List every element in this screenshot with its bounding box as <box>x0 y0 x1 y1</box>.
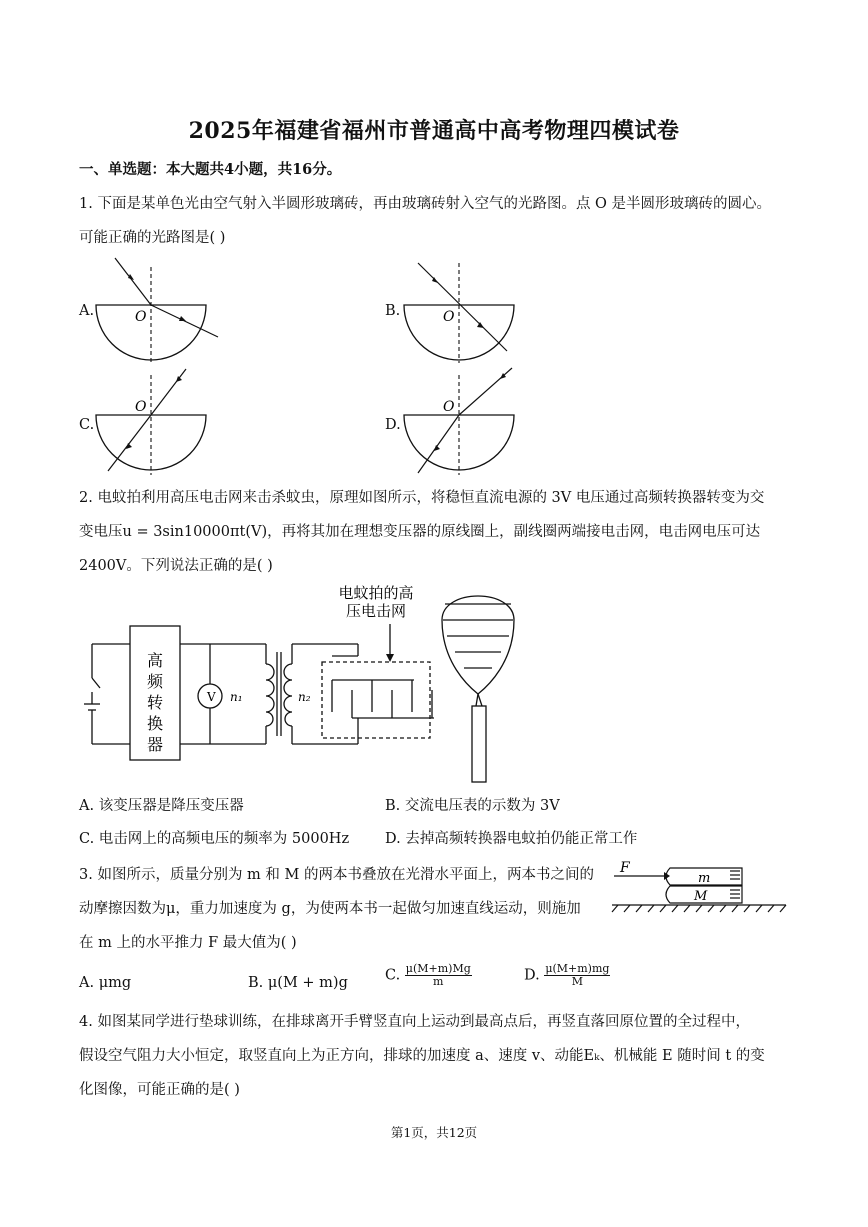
q1-diagram-b <box>400 255 540 365</box>
figure-caption-2: 压电击网 <box>345 602 407 620</box>
q1-option-b-label: B. <box>385 303 401 319</box>
grid-box <box>322 662 430 738</box>
racket-head <box>442 596 514 694</box>
center-label-o: O <box>443 399 455 415</box>
voltmeter-label: V <box>207 690 216 704</box>
book-M-label: M <box>694 889 708 904</box>
fraction-denominator: M <box>571 975 584 988</box>
converter-char: 转 <box>146 693 164 712</box>
q2-option-d: D. 去掉高频转换器电蚊拍仍能正常工作 <box>385 831 638 847</box>
q2-stem-line2: 变电压u = 3sin10000πt(V)，再将其加在理想变压器的原线圈上，副线圈两端接电击网，电击网电压可达 <box>79 524 761 540</box>
converter-char: 频 <box>146 672 164 691</box>
q2-circuit-diagram <box>70 580 540 790</box>
incident-ray <box>108 415 151 471</box>
converter-char: 高 <box>146 651 164 670</box>
q3-option-d-fraction <box>544 963 610 988</box>
force-label: F <box>620 860 630 876</box>
switch <box>92 678 100 688</box>
q2-option-b: B. 交流电压表的示数为 3V <box>385 798 560 814</box>
page-title: 2025年福建省福州市普通高中高考物理四模试卷 <box>188 118 680 144</box>
q1-diagram-c <box>90 367 230 479</box>
q4-stem-line3: 化图像，可能正确的是( ) <box>79 1082 240 1098</box>
q3-option-d-prefix: D. <box>524 967 540 984</box>
q2-option-a: A. 该变压器是降压变压器 <box>79 798 244 814</box>
q1-stem-line2: 可能正确的光路图是( ) <box>79 230 226 246</box>
primary-coil <box>266 664 274 726</box>
arrow-icon <box>179 316 186 321</box>
light-ray <box>418 263 507 351</box>
incident-ray <box>115 258 151 305</box>
page-footer: 第1页，共12页 <box>390 1125 478 1140</box>
fraction-denominator: m <box>433 975 444 988</box>
q2-stem-line1: 2. 电蚊拍利用高压电击网来击杀蚊虫，原理如图所示，将稳恒直流电源的 3V 电压通过高频转换器转变为交 <box>79 490 765 506</box>
racket-handle <box>472 706 486 782</box>
q3-stem-line2: 动摩擦因数为μ，重力加速度为 g，为使两本书一起做匀加速直线运动，则施加 <box>79 901 581 917</box>
q3-option-b: B. μ(M + m)g <box>248 975 348 991</box>
q3-stem-line1: 3. 如图所示，质量分别为 m 和 M 的两本书叠放在光滑水平面上，两本书之间的 <box>79 867 594 883</box>
exit-ray <box>151 369 186 415</box>
n1-label: n₁ <box>230 690 243 704</box>
arrow-icon <box>176 376 182 382</box>
q1-diagram-d <box>400 365 540 479</box>
q3-option-a: A. μmg <box>79 975 132 991</box>
q1-option-c-label: C. <box>79 417 95 433</box>
fraction-numerator: μ(M+m)mg <box>545 962 610 975</box>
q4-stem-line2: 假设空气阻力大小恒定，取竖直向上为正方向，排球的加速度 a、速度 v、动能Eₖ、机械能 E 随时间 t 的变 <box>79 1048 765 1064</box>
q3-books-diagram <box>610 858 790 916</box>
q3-option-c <box>385 963 472 988</box>
q2-stem-line3: 2400V。下列说法正确的是( ) <box>79 558 273 574</box>
fraction-numerator: μ(M+m)Mg <box>405 962 471 975</box>
center-label-o: O <box>135 399 147 415</box>
q2-option-c: C. 电击网上的高频电压的频率为 5000Hz <box>79 831 350 847</box>
section-heading: 一、单选题：本大题共4小题，共16分。 <box>79 161 342 178</box>
center-label-o: O <box>443 309 455 325</box>
q3-option-c-fraction <box>405 963 472 988</box>
q1-option-a-label: A. <box>79 303 95 319</box>
q1-option-d-label: D. <box>385 417 401 433</box>
q4-stem-line1: 4. 如图某同学进行垫球训练，在排球离开手臂竖直向上运动到最高点后，再竖直落回原位置的全过程中， <box>79 1014 750 1030</box>
q3-stem-line3: 在 m 上的水平推力 F 最大值为( ) <box>79 935 297 951</box>
converter-char: 换 <box>146 714 164 733</box>
n2-label: n₂ <box>298 690 311 704</box>
figure-caption-1: 电蚊拍的高 <box>338 584 414 602</box>
q3-option-d <box>524 963 610 988</box>
center-label-o: O <box>135 309 147 325</box>
secondary-coil <box>284 664 292 726</box>
q1-stem-line1: 1. 下面是某单色光由空气射入半圆形玻璃砖，再由玻璃砖射入空气的光路图。点 O 是半圆形玻璃砖的圆心。 <box>79 196 772 212</box>
converter-char: 器 <box>146 735 164 754</box>
book-m-label: m <box>698 871 711 886</box>
arrow-icon <box>386 654 394 662</box>
q1-diagram-a <box>90 255 230 365</box>
q3-option-c-prefix: C. <box>385 967 401 984</box>
incident-ray <box>418 415 459 473</box>
